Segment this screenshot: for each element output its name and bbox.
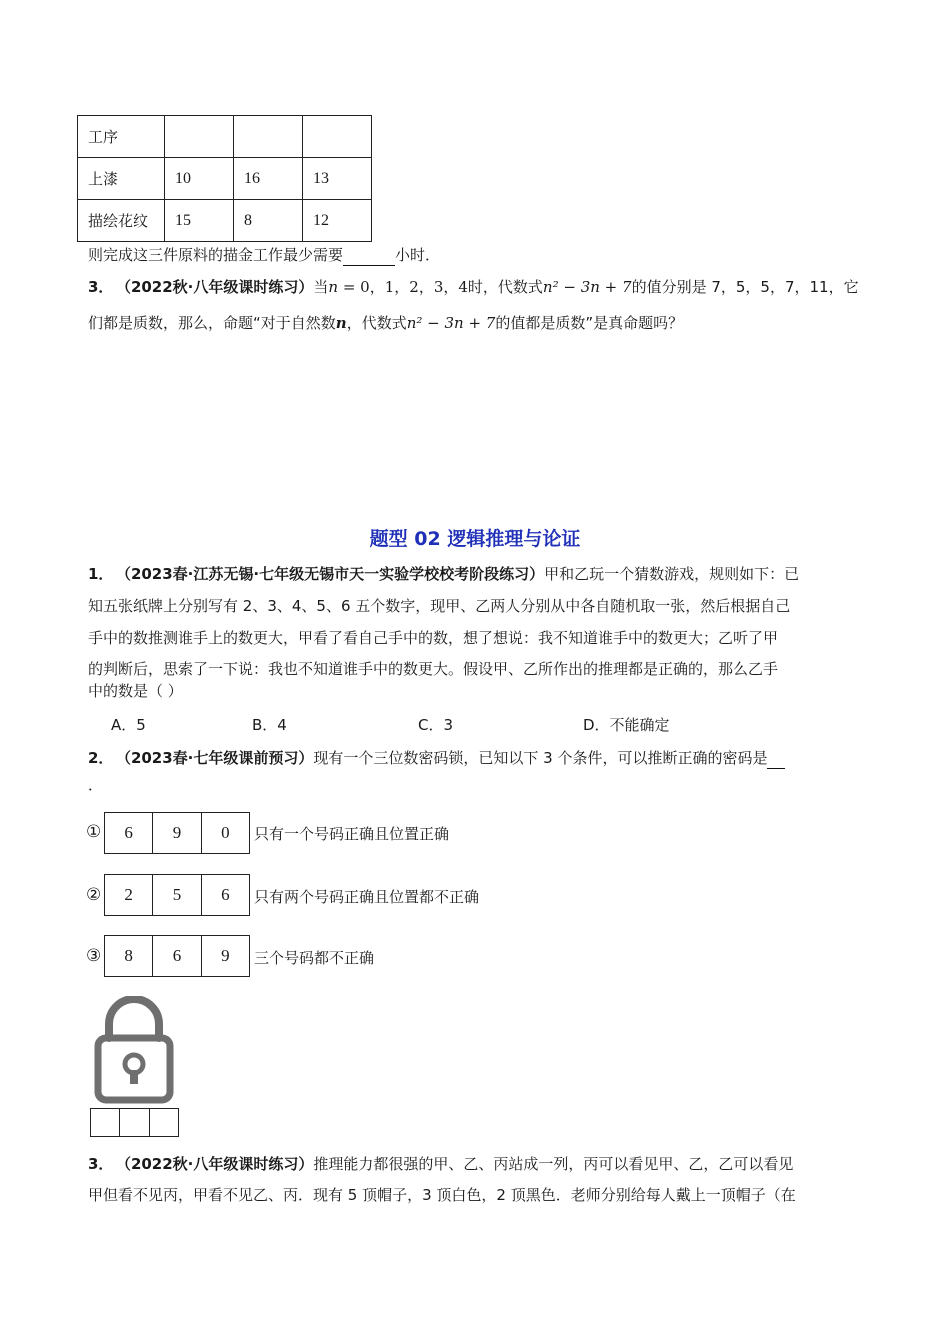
option-a[interactable]: A．5 [111, 716, 146, 734]
condition-1-mark: ① [86, 822, 102, 842]
condition-1-text: 只有一个号码正确且位置正确 [254, 825, 450, 843]
math-expression: n² − 3n + 7 [406, 314, 496, 332]
math-n: n [328, 278, 339, 296]
math-n: n [335, 314, 347, 332]
lock-digit-slot [120, 1109, 149, 1136]
option-b[interactable]: B．4 [252, 716, 287, 734]
code-digit: 2 [105, 875, 153, 915]
math-expression: n² − 3n + 7 [542, 278, 632, 296]
table-cell: 12 [303, 200, 372, 242]
condition-3-mark: ③ [86, 946, 102, 966]
question-number: 3． [88, 278, 114, 296]
question-number: 1． [88, 565, 114, 583]
answer-blank[interactable] [343, 245, 395, 266]
condition-1-code [104, 812, 250, 854]
condition-2-text: 只有两个号码正确且位置都不正确 [254, 888, 480, 906]
s3-line1 [88, 1154, 793, 1174]
s2-line2: ． [88, 776, 104, 794]
question-text: 甲和乙玩一个猜数游戏，规则如下：已 [544, 565, 800, 583]
question-text: 推理能力都很强的甲、乙、丙站成一列，丙可以看见甲、乙，乙可以看见 [313, 1155, 794, 1173]
process-table [77, 115, 372, 242]
code-digit: 6 [221, 885, 230, 904]
s1-line2: 知五张纸牌上分别写有 2、3、4、5、6 五个数字，现甲、乙两人分别从中各自随机取一张，然后根据自己 [88, 597, 791, 615]
table-cell: 10 [165, 158, 234, 200]
code-digit: 5 [153, 875, 201, 915]
question-text: 们都是质数，那么，命题“对于自然数 [88, 314, 336, 332]
question-source: （2022秋·八年级课时练习） [123, 1155, 314, 1173]
code-digit: 9 [153, 813, 201, 853]
code-digit: 9 [221, 946, 230, 965]
condition-2-mark: ② [86, 885, 102, 905]
s1-line5: 中的数是（ ） [88, 682, 183, 700]
lock-digit-slot [91, 1109, 120, 1136]
question-source: （2023春·七年级课前预习） [123, 749, 314, 767]
table-row [78, 200, 372, 242]
table-cell: 15 [165, 200, 234, 242]
padlock-icon [92, 996, 176, 1104]
table-cell: 13 [303, 158, 372, 200]
question-text: 现有一个三位数密码锁，已知以下 3 个条件，可以推断正确的密码是 [313, 749, 768, 767]
question-text: 时，代数式 [467, 278, 543, 296]
answer-suffix: 小时． [395, 246, 441, 264]
table-cell: 上漆 [78, 158, 165, 200]
code-digit: 8 [105, 936, 153, 976]
code-digit: 6 [105, 813, 153, 853]
question-text: 的值分别是 7，5，5，7，11，它 [631, 278, 859, 296]
s3-line2: 甲但看不见丙，甲看不见乙、丙．现有 5 顶帽子，3 顶白色，2 顶黑色．老师分别给每人戴上一顶帽子（在 [88, 1186, 796, 1204]
s1-line4: 的判断后，思索了一下说：我也不知道谁手中的数更大。假设甲、乙所作出的推理都是正确的，那么乙手 [88, 660, 779, 678]
question-source: （2022秋·八年级课时练习） [123, 278, 314, 296]
question-text: 的值都是质数”是真命题吗？ [495, 314, 684, 332]
question-text: 当 [313, 278, 329, 296]
math-values: = 0，1，2，3，4 [338, 278, 468, 296]
s2-line1 [88, 748, 785, 769]
table-row [78, 158, 372, 200]
s1-line1 [88, 564, 799, 584]
answer-prompt: 则完成这三件原料的描金工作最少需要 [88, 246, 344, 264]
answer-blank[interactable] [767, 748, 785, 769]
lock-digit-slot [150, 1109, 178, 1136]
question-number: 2． [88, 749, 114, 767]
table-cell: 工序 [78, 116, 165, 158]
question-text: ，代数式 [346, 314, 407, 332]
option-c[interactable]: C．3 [418, 716, 454, 734]
question-number: 3． [88, 1155, 114, 1173]
question-3-line1 [88, 277, 859, 297]
code-digit: 0 [221, 823, 230, 842]
section-title: 题型 02 逻辑推理与论证 [369, 528, 581, 550]
table-cell [165, 116, 234, 158]
table-answer-line [88, 245, 440, 266]
lock-code-boxes [90, 1108, 179, 1137]
table-cell: 8 [234, 200, 303, 242]
table-row [78, 116, 372, 158]
table-cell [234, 116, 303, 158]
condition-2-code [104, 874, 250, 916]
condition-3-code [104, 935, 250, 977]
condition-3-text: 三个号码都不正确 [254, 949, 375, 967]
question-source: （2023春·江苏无锡·七年级无锡市天一实验学校校考阶段练习） [123, 565, 545, 583]
table-cell: 16 [234, 158, 303, 200]
option-d[interactable]: D．不能确定 [583, 716, 670, 734]
table-cell [303, 116, 372, 158]
question-3-line2 [88, 313, 683, 333]
code-digit: 6 [153, 936, 201, 976]
s1-line3: 手中的数推测谁手上的数更大，甲看了看自己手中的数，想了想说：我不知道谁手中的数更大；乙听了甲 [88, 629, 779, 647]
table-cell: 描绘花纹 [78, 200, 165, 242]
